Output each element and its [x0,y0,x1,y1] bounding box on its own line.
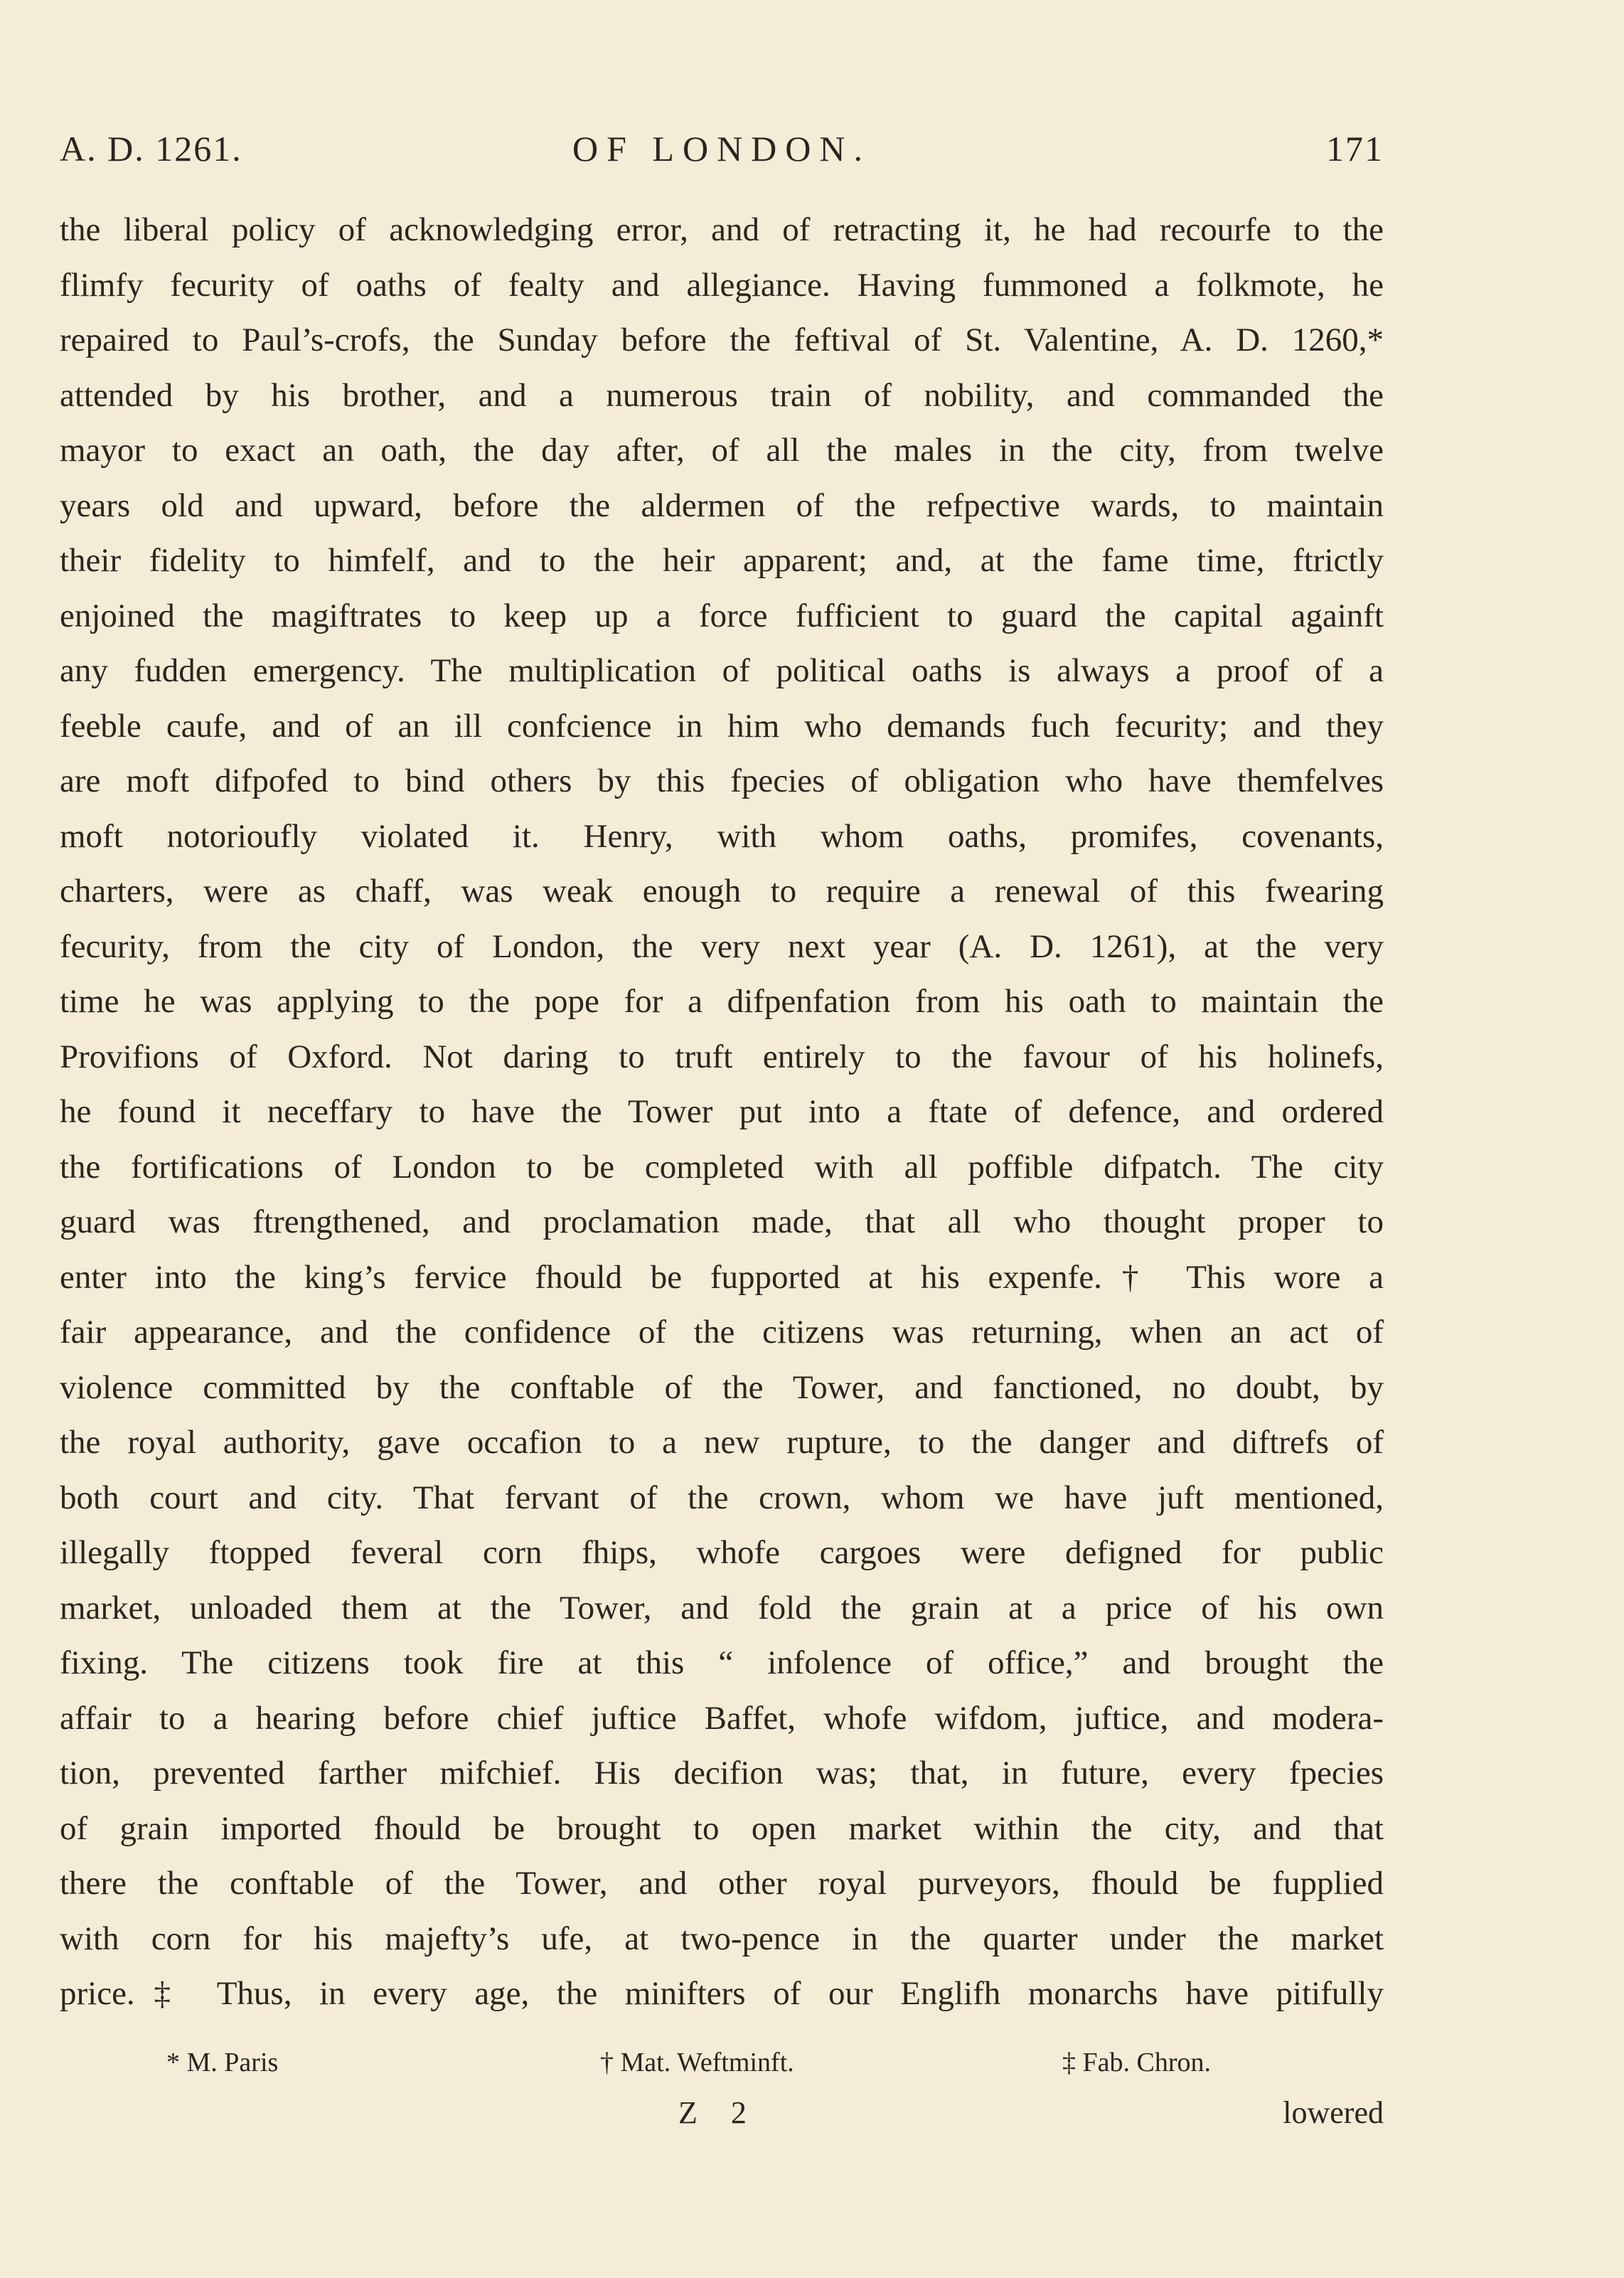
text-line: of grain imported fhould be brought to open market within the city, and that [60,1809,1384,1847]
body-text [60,203,1384,2022]
text-line: fair appearance, and the confidence of the citizens was returning, when an act of [60,1314,1384,1351]
text-line: price.‡ Thus, in every age, the minifters of our Englifh monarchs have pitifully [60,1975,1384,2012]
page-footer [60,2095,1384,2144]
running-header [60,128,1384,185]
text-line: moft notorioufly violated it. Henry, with whom oaths, promifes, covenants, [60,817,1384,855]
text-line: any fudden emergency. The multiplication of political oaths is always a proof of a [60,652,1384,689]
footnote-fabyan: ‡ Fab. Chron. [1062,2048,1211,2077]
text-line: charters, were as chaff, was weak enough to require a renewal of this fwearing [60,873,1384,910]
text-line: enjoined the magiftrates to keep up a force fufficient to guard the capital againft [60,597,1384,634]
text-line: feeble caufe, and of an ill confcience in him who demands fuch fecurity; and they [60,707,1384,745]
text-line: the liberal policy of acknowledging error, and of retracting it, he had recourfe to the [60,211,1384,248]
text-line: enter into the king’s fervice fhould be fupported at his expenfe.† This wore a [60,1258,1384,1296]
text-line: violence committed by the conftable of the Tower, and fanctioned, no doubt, by [60,1368,1384,1406]
text-line: both court and city. That fervant of the crown, whom we have juft mentioned, [60,1479,1384,1516]
text-line: tion, prevented farther mifchief. His decifion was; that, in future, every fpecies [60,1755,1384,1792]
text-line: the fortifications of London to be completed with all poffible difpatch. The city [60,1148,1384,1186]
footnote-paris: * M. Paris [166,2048,279,2077]
text-line: Provifions of Oxford. Not daring to truft entirely to the favour of his holinefs, [60,1038,1384,1075]
text-line: mayor to exact an oath, the day after, of all the males in the city, from twelve [60,432,1384,469]
text-line: their fidelity to himfelf, and to the heir apparent; and, at the fame time, ftrictly [60,542,1384,579]
text-line: attended by his brother, and a numerous train of nobility, and commanded the [60,376,1384,414]
header-year: A. D. 1261. [60,129,242,169]
text-line: with corn for his majefty’s ufe, at two-pence in the quarter under the market [60,1920,1384,1957]
text-line: the royal authority, gave occafion to a new rupture, to the danger and diftrefs of [60,1424,1384,1461]
header-title: OF LONDON. [572,129,871,169]
text-line: flimfy fecurity of oaths of fealty and allegiance. Having fummoned a folkmote, he [60,266,1384,304]
signature-mark: Z 2 [678,2095,759,2130]
footnotes [60,2047,1384,2090]
text-line: fecurity, from the city of London, the very next year (A. D. 1261), at the very [60,927,1384,965]
text-line: affair to a hearing before chief juftice Baffet, whofe wifdom, juftice, and modera- [60,1699,1384,1737]
text-line: there the conftable of the Tower, and other royal purveyors, fhould be fupplied [60,1865,1384,1902]
text-line: time he was applying to the pope for a difpenfation from his oath to maintain the [60,983,1384,1020]
page-number: 171 [1326,129,1384,169]
text-line: fixing. The citizens took fire at this “ infolence of office,” and brought the [60,1644,1384,1681]
text-line: repaired to Paul’s-crofs, the Sunday before the feftival of St. Valentine, A. D. 1260,* [60,321,1384,358]
text-line: guard was ftrengthened, and proclamation made, that all who thought proper to [60,1203,1384,1240]
text-line: market, unloaded them at the Tower, and fold the grain at a price of his own [60,1589,1384,1627]
text-line: illegally ftopped feveral corn fhips, whofe cargoes were defigned for public [60,1534,1384,1571]
text-line: are moft difpofed to bind others by this fpecies of obligation who have themfelves [60,762,1384,799]
footnote-westminster: † Mat. Weftminft. [600,2048,794,2077]
catchword: lowered [1283,2095,1384,2130]
text-line: years old and upward, before the aldermen of the refpective wards, to maintain [60,486,1384,524]
text-line: he found it neceffary to have the Tower put into a ftate of defence, and ordered [60,1093,1384,1130]
